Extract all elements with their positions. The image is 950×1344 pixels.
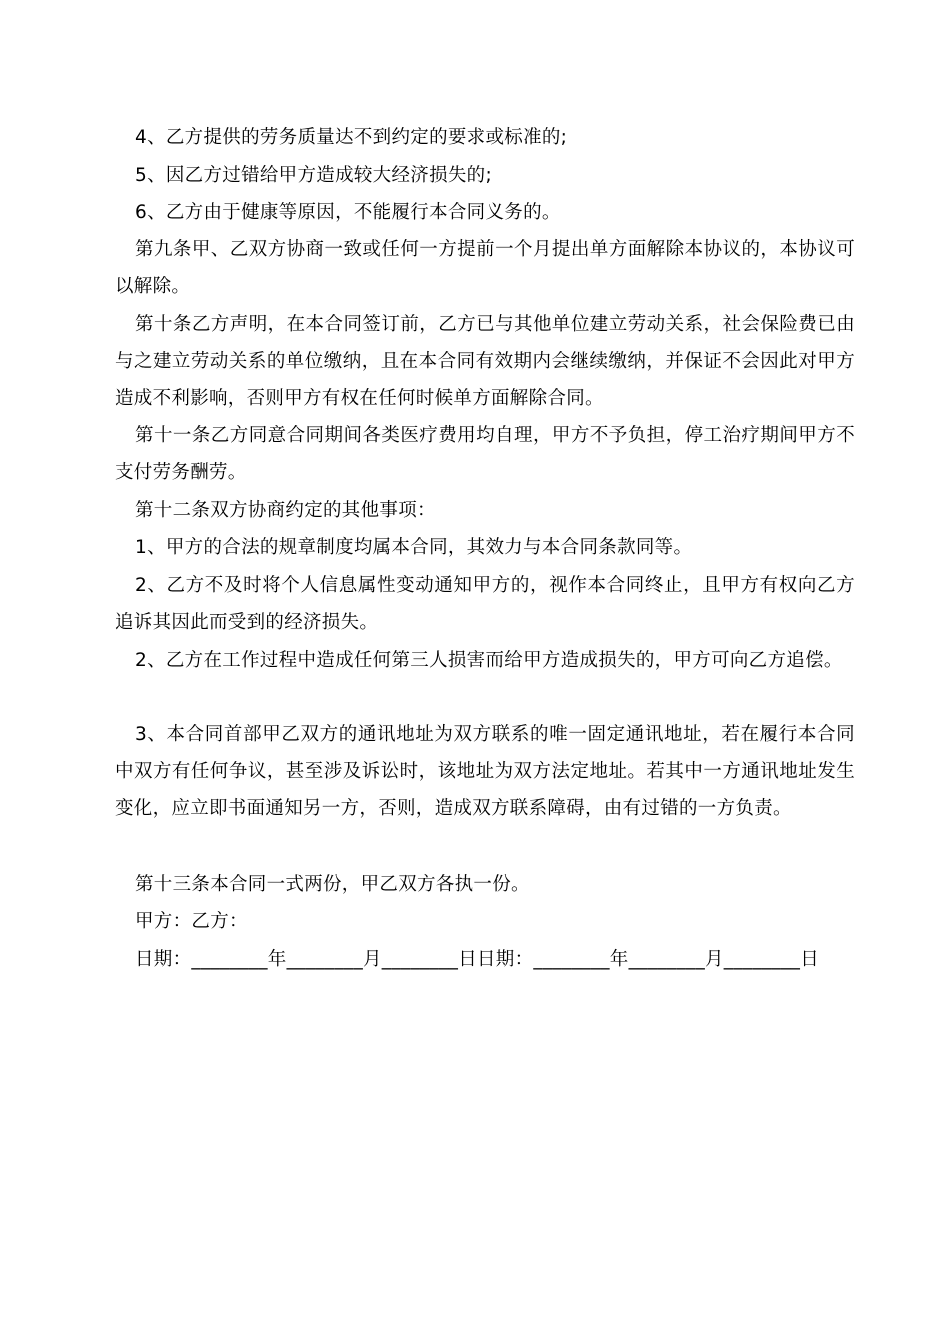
article-12-item-2b: 2、乙方在工作过程中造成任何第三人损害而给甲方造成损失的，甲方可向乙方追偿。 bbox=[135, 650, 843, 671]
article-12-item-2a: 2、乙方不及时将个人信息属性变动通知甲方的，视作本合同终止，且甲方有权向乙方追诉其因此而受到的经济损失。 bbox=[115, 575, 855, 633]
article-9: 第九条甲、乙双方协商一致或任何一方提前一个月提出单方面解除本协议的，本协议可以解除。 bbox=[115, 239, 855, 297]
article-12-item-1: 1、甲方的合法的规章制度均属本合同，其效力与本合同条款同等。 bbox=[135, 537, 693, 558]
signature-parties: 甲方：乙方： bbox=[135, 911, 248, 932]
clause-item-4: 4、乙方提供的劳务质量达不到约定的要求或标准的; bbox=[135, 127, 568, 148]
article-12-item-3: 3、本合同首部甲乙双方的通讯地址为双方联系的唯一固定通讯地址，若在履行本合同中双方有任何争议，甚至涉及诉讼时，该地址为双方法定地址。若其中一方通讯地址发生变化，应立即书面通知另一方，否则，造成双方联系障碍，由有过错的一方负责。 bbox=[115, 724, 855, 819]
article-10: 第十条乙方声明，在本合同签订前，乙方已与其他单位建立劳动关系，社会保险费已由与之建立劳动关系的单位缴纳，且在本合同有效期内会继续缴纳，并保证不会因此对甲方造成不利影响，否则甲方有权在任何时候单方面解除合同。 bbox=[115, 314, 855, 409]
clause-item-6: 6、乙方由于健康等原因，不能履行本合同义务的。 bbox=[135, 202, 561, 223]
clause-item-5: 5、因乙方过错给甲方造成较大经济损失的; bbox=[135, 165, 493, 186]
article-13: 第十三条本合同一式两份，甲乙双方各执一份。 bbox=[135, 874, 530, 895]
signature-dates: 日期：________年________月________日日期：________年________月________日 bbox=[135, 949, 820, 970]
article-12: 第十二条双方协商约定的其他事项： bbox=[135, 500, 436, 521]
article-11: 第十一条乙方同意合同期间各类医疗费用均自理，甲方不予负担，停工治疗期间甲方不支付劳务酬劳。 bbox=[115, 425, 855, 483]
